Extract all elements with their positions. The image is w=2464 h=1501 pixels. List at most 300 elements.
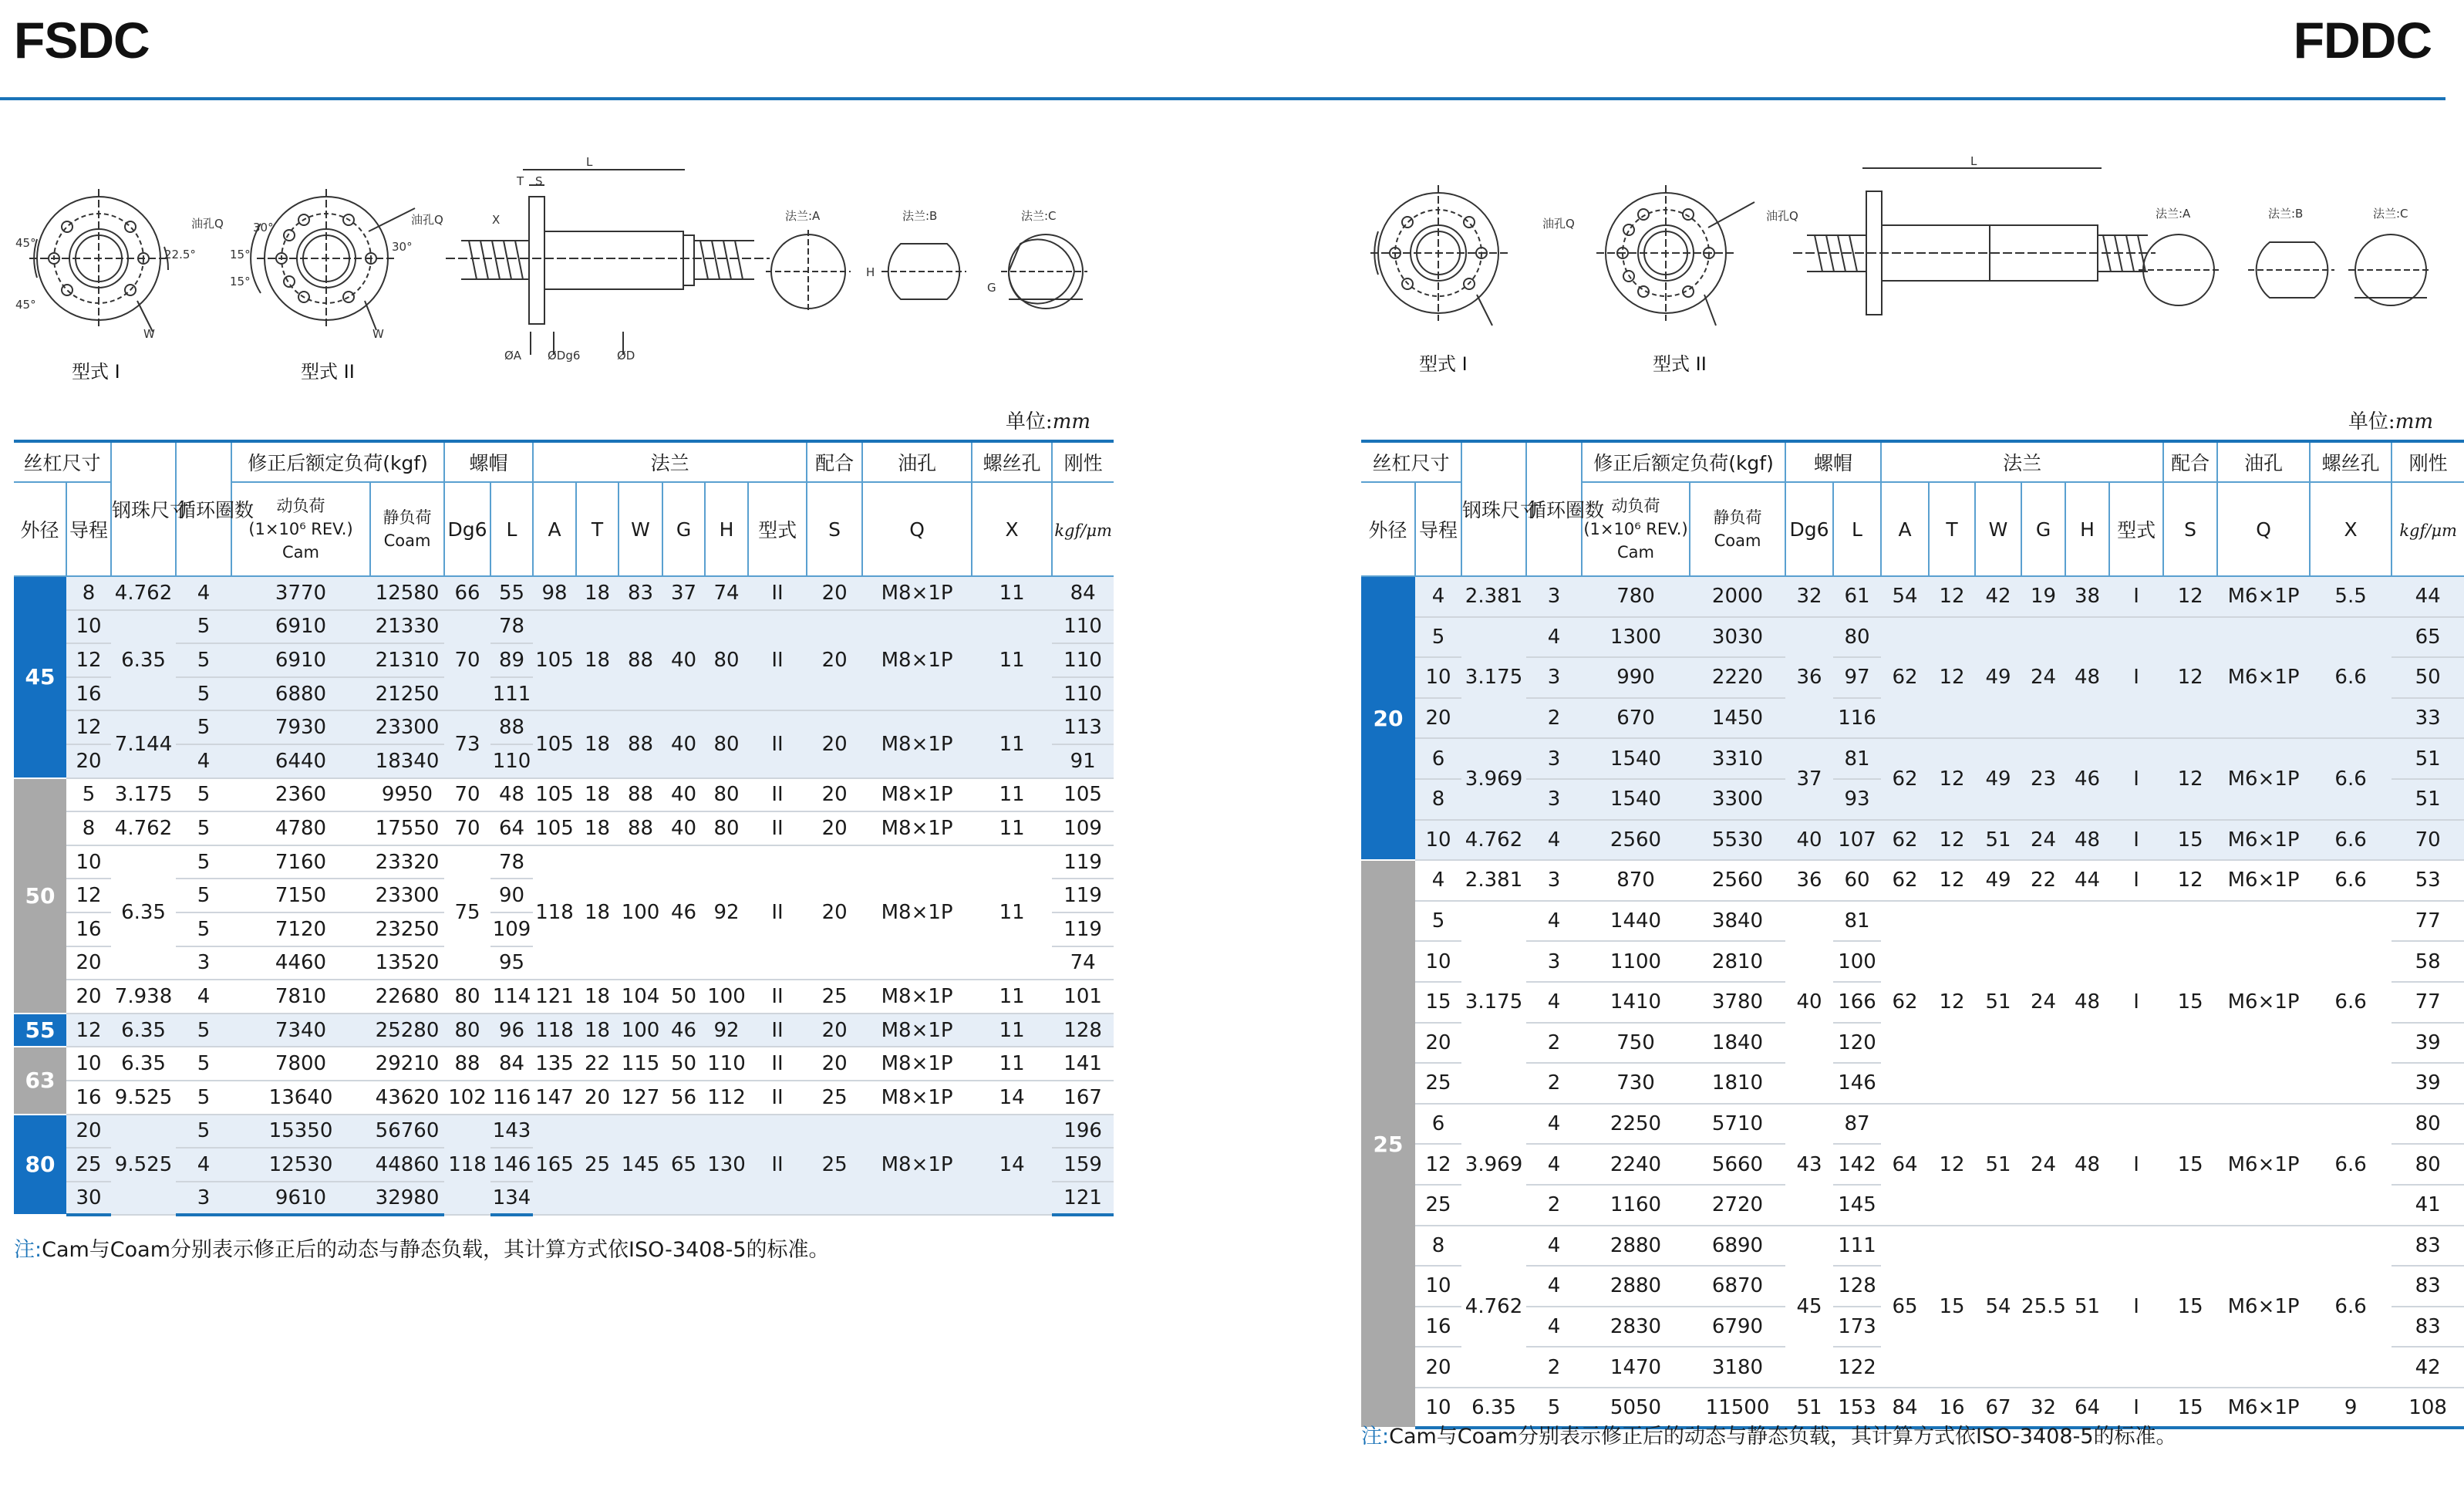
table-cell: 750 xyxy=(1582,1023,1690,1064)
table-cell: 37 xyxy=(662,576,705,610)
table-cell: M8×1P xyxy=(862,811,972,845)
fsdc-panel xyxy=(14,154,1112,1262)
r-th-flange: 法兰 xyxy=(1881,441,2163,482)
table-cell: 6 xyxy=(1415,1104,1461,1145)
table-cell: 48 xyxy=(2065,820,2109,861)
table-cell: 2250 xyxy=(1582,1104,1690,1145)
w-label-2: W xyxy=(372,327,384,341)
table-cell: 147 xyxy=(533,1081,576,1115)
table-cell: 104 xyxy=(619,980,662,1014)
table-cell: 60 xyxy=(1833,860,1881,901)
fsdc-spec-table xyxy=(14,440,1114,1216)
r-th-fit: 配合 xyxy=(2163,441,2217,482)
table-cell: 9.525 xyxy=(111,1081,176,1115)
table-cell: 24 xyxy=(2021,1104,2065,1226)
table-cell: 40 xyxy=(662,778,705,812)
table-cell: 42 xyxy=(2392,1347,2464,1388)
table-cell: 6.35 xyxy=(111,610,176,711)
table-cell: 7.144 xyxy=(111,710,176,777)
table-cell: 50 xyxy=(662,1047,705,1081)
table-cell: 8 xyxy=(66,576,111,610)
table-cell: 50 xyxy=(662,980,705,1014)
table-cell: 5 xyxy=(1415,617,1461,658)
table-cell: 110 xyxy=(1052,643,1114,677)
table-cell: II xyxy=(748,778,807,812)
table-cell: 3840 xyxy=(1690,901,1785,942)
table-cell: 3 xyxy=(1526,738,1582,779)
table-cell: 39 xyxy=(2392,1063,2464,1104)
table-cell: 40 xyxy=(662,811,705,845)
table-cell: 20 xyxy=(1415,1023,1461,1064)
table-cell: 81 xyxy=(1833,901,1881,942)
table-cell: 6.6 xyxy=(2310,860,2392,901)
table-cell: 105 xyxy=(533,710,576,777)
table-cell: 77 xyxy=(2392,901,2464,942)
table-cell: II xyxy=(748,980,807,1014)
table-cell: 109 xyxy=(490,912,533,946)
table-cell: 51 xyxy=(2392,738,2464,779)
table-cell: 38 xyxy=(2065,576,2109,617)
th-circ: 循环圈数 xyxy=(176,441,231,576)
table-cell: 5 xyxy=(1526,1388,1582,1428)
th-x: X xyxy=(972,482,1052,576)
table-cell: 3 xyxy=(1526,860,1582,901)
r-th-circ: 循环圈数 xyxy=(1526,441,1582,576)
table-cell: 18 xyxy=(576,845,619,980)
table-cell: 39 xyxy=(2392,1023,2464,1064)
table-cell: 6.35 xyxy=(111,1014,176,1047)
table-cell: 25 xyxy=(1415,1185,1461,1226)
th-type: 型式 xyxy=(748,482,807,576)
table-cell: 11 xyxy=(972,1014,1052,1047)
table-cell: 119 xyxy=(1052,845,1114,879)
table-cell: 6.35 xyxy=(111,1047,176,1081)
table-cell: 80 xyxy=(705,710,748,777)
table-cell: 23320 xyxy=(370,845,444,879)
table-cell: 11 xyxy=(972,811,1052,845)
fddc-technical-drawing xyxy=(1361,154,2433,393)
table-cell: 110 xyxy=(490,744,533,778)
table-cell: 32 xyxy=(1785,576,1833,617)
table-cell: 25.5 xyxy=(2021,1226,2065,1388)
angle-45-label-2: 45° xyxy=(15,298,36,312)
table-cell: 70 xyxy=(444,778,490,812)
table-cell: 92 xyxy=(705,1014,748,1047)
table-cell: 870 xyxy=(1582,860,1690,901)
r-unit-text: 单位: xyxy=(2348,410,2395,433)
table-row xyxy=(1361,1104,2464,1145)
table-cell: 62 xyxy=(1881,820,1929,861)
table-cell: 83 xyxy=(2392,1226,2464,1267)
table-cell: 24 xyxy=(2021,820,2065,861)
fsdc-technical-drawing xyxy=(14,154,1090,393)
table-cell: 108 xyxy=(2392,1388,2464,1428)
table-cell: 2 xyxy=(1526,1185,1582,1226)
table-cell: 17550 xyxy=(370,811,444,845)
th-nut: 螺帽 xyxy=(444,441,533,482)
r-flange-a-label: 法兰:A xyxy=(2156,207,2191,221)
table-cell: 83 xyxy=(2392,1266,2464,1307)
r-l-label: L xyxy=(1970,154,1977,168)
fsdc-note xyxy=(14,1233,830,1263)
table-cell: 166 xyxy=(1833,982,1881,1023)
table-cell: 12 xyxy=(2163,860,2217,901)
table-cell: 12580 xyxy=(370,576,444,610)
table-cell: I xyxy=(2109,617,2163,739)
table-cell: 105 xyxy=(533,811,576,845)
table-cell: 40 xyxy=(1785,820,1833,861)
table-cell: 16 xyxy=(1929,1388,1975,1428)
table-cell: 89 xyxy=(490,643,533,677)
table-cell: 112 xyxy=(705,1081,748,1115)
r-th-s: S xyxy=(2163,482,2217,576)
table-cell: 20 xyxy=(807,778,862,812)
r-th-x: X xyxy=(2310,482,2392,576)
table-cell: 2360 xyxy=(231,778,370,812)
table-cell: 116 xyxy=(1833,698,1881,739)
table-cell: 173 xyxy=(1833,1307,1881,1348)
table-cell: 40 xyxy=(662,610,705,711)
table-cell: 5 xyxy=(176,1081,231,1115)
table-cell: 4 xyxy=(1526,1144,1582,1185)
table-cell: 12 xyxy=(1415,1144,1461,1185)
table-cell: 10 xyxy=(66,610,111,644)
table-cell: 18 xyxy=(576,1014,619,1047)
table-cell: 128 xyxy=(1833,1266,1881,1307)
s-label: S xyxy=(535,174,543,188)
r-th-l: L xyxy=(1833,482,1881,576)
th-flange: 法兰 xyxy=(533,441,807,482)
table-cell: 7.938 xyxy=(111,980,176,1014)
table-cell: II xyxy=(748,845,807,980)
table-cell: 7800 xyxy=(231,1047,370,1081)
d-dim-label: ØD xyxy=(617,349,635,363)
table-cell: 9.525 xyxy=(111,1115,176,1216)
table-cell: 80 xyxy=(2392,1104,2464,1145)
table-cell: 2880 xyxy=(1582,1266,1690,1307)
table-cell: 146 xyxy=(490,1148,533,1182)
r-th-h: H xyxy=(2065,482,2109,576)
table-cell: 7810 xyxy=(231,980,370,1014)
table-cell: 36 xyxy=(1785,617,1833,739)
table-cell: 128 xyxy=(1052,1014,1114,1047)
table-cell: 6 xyxy=(1415,738,1461,779)
table-cell: 80 xyxy=(705,778,748,812)
table-cell: 78 xyxy=(490,845,533,879)
table-cell: 12 xyxy=(2163,576,2217,617)
table-cell: 46 xyxy=(662,1014,705,1047)
table-cell: 12 xyxy=(2163,738,2217,819)
table-cell: 2 xyxy=(1526,1063,1582,1104)
table-cell: 1440 xyxy=(1582,901,1690,942)
table-row xyxy=(14,576,1114,610)
table-row xyxy=(14,845,1114,879)
table-cell: 12 xyxy=(66,710,111,744)
table-cell: I xyxy=(2109,860,2163,901)
table-cell: 8 xyxy=(66,811,111,845)
outer-diameter-cell: 55 xyxy=(14,1014,66,1047)
flange-a-label: 法兰:A xyxy=(785,209,821,223)
table-cell: 12 xyxy=(1929,1104,1975,1226)
table-cell: 12 xyxy=(1929,820,1975,861)
fsdc-drawing xyxy=(14,154,1090,393)
table-cell: M6×1P xyxy=(2217,1104,2310,1226)
table-cell: 3 xyxy=(176,1182,231,1216)
outer-diameter-cell: 45 xyxy=(14,576,66,778)
table-cell: 10 xyxy=(1415,657,1461,698)
table-cell: 12 xyxy=(66,643,111,677)
r-th-dg6: Dg6 xyxy=(1785,482,1833,576)
table-cell: 1840 xyxy=(1690,1023,1785,1064)
table-cell: 3 xyxy=(176,946,231,980)
table-cell: 78 xyxy=(490,610,533,644)
table-cell: 96 xyxy=(490,1014,533,1047)
table-cell: 118 xyxy=(533,845,576,980)
table-cell: 3.175 xyxy=(1461,617,1526,739)
table-cell: 51 xyxy=(2065,1226,2109,1388)
table-cell: 7150 xyxy=(231,879,370,912)
table-cell: 24 xyxy=(2021,617,2065,739)
table-row xyxy=(14,980,1114,1014)
table-cell: 13520 xyxy=(370,946,444,980)
table-cell: 20 xyxy=(807,576,862,610)
table-cell: 21310 xyxy=(370,643,444,677)
table-cell: 130 xyxy=(705,1115,748,1216)
table-cell: I xyxy=(2109,820,2163,861)
table-cell: 22 xyxy=(2021,860,2065,901)
th-lead: 导程 xyxy=(66,482,111,576)
table-cell: 88 xyxy=(619,710,662,777)
table-cell: M8×1P xyxy=(862,710,972,777)
table-cell: 1100 xyxy=(1582,941,1690,982)
table-cell: 11 xyxy=(972,980,1052,1014)
r-type-i-caption: 型式 I xyxy=(1419,353,1468,375)
table-cell: II xyxy=(748,610,807,711)
table-cell: 44 xyxy=(2065,860,2109,901)
table-cell: 90 xyxy=(490,879,533,912)
l-label: L xyxy=(586,155,593,169)
table-cell: 44 xyxy=(2392,576,2464,617)
table-cell: M6×1P xyxy=(2217,860,2310,901)
table-cell: II xyxy=(748,1047,807,1081)
table-cell: 37 xyxy=(1785,738,1833,819)
table-cell: 43 xyxy=(1785,1104,1833,1226)
table-cell: 24 xyxy=(2021,901,2065,1104)
table-cell: 46 xyxy=(662,845,705,980)
table-cell: 20 xyxy=(66,744,111,778)
table-cell: M8×1P xyxy=(862,1047,972,1081)
table-cell: 100 xyxy=(1833,941,1881,982)
table-cell: 159 xyxy=(1052,1148,1114,1182)
table-cell: 1300 xyxy=(1582,617,1690,658)
table-row xyxy=(14,1081,1114,1115)
table-cell: I xyxy=(2109,1388,2163,1428)
table-cell: 4780 xyxy=(231,811,370,845)
r-th-rig-unit: kgf/μm xyxy=(2392,482,2464,576)
table-cell: 6.6 xyxy=(2310,820,2392,861)
table-cell: 5 xyxy=(176,1014,231,1047)
table-cell: 3.175 xyxy=(111,778,176,812)
table-cell: 10 xyxy=(1415,1388,1461,1428)
table-cell: 143 xyxy=(490,1115,533,1149)
table-cell: 22680 xyxy=(370,980,444,1014)
th-q: Q xyxy=(862,482,972,576)
table-cell: 12 xyxy=(1929,901,1975,1104)
table-cell: 4.762 xyxy=(1461,820,1526,861)
table-cell: 110 xyxy=(705,1047,748,1081)
table-cell: 62 xyxy=(1881,860,1929,901)
table-cell: 13640 xyxy=(231,1081,370,1115)
table-cell: I xyxy=(2109,576,2163,617)
table-cell: 114 xyxy=(490,980,533,1014)
table-cell: 70 xyxy=(444,811,490,845)
r-th-bolt: 螺丝孔 xyxy=(2310,441,2392,482)
table-cell: 5 xyxy=(176,1115,231,1149)
table-row xyxy=(14,610,1114,644)
table-cell: 80 xyxy=(705,610,748,711)
r-th-w: W xyxy=(1975,482,2021,576)
table-cell: 3.969 xyxy=(1461,1104,1526,1226)
table-cell: 64 xyxy=(2065,1388,2109,1428)
table-cell: 67 xyxy=(1975,1388,2021,1428)
table-cell: 5 xyxy=(176,643,231,677)
table-cell: 5 xyxy=(176,912,231,946)
table-cell: 49 xyxy=(1975,617,2021,739)
table-cell: 15 xyxy=(2163,820,2217,861)
table-cell: 105 xyxy=(533,610,576,711)
angle-45-label: 45° xyxy=(15,236,36,250)
table-cell: I xyxy=(2109,738,2163,819)
r-th-load: 修正后额定负荷(kgf) xyxy=(1582,441,1785,482)
table-cell: M8×1P xyxy=(862,1014,972,1047)
table-cell: 20 xyxy=(66,946,111,980)
th-s: S xyxy=(807,482,862,576)
table-cell: 18 xyxy=(576,610,619,711)
table-cell: I xyxy=(2109,901,2163,1104)
table-cell: 20 xyxy=(807,1014,862,1047)
r-oil-hole-label: 油孔Q xyxy=(1542,217,1575,231)
table-cell: 87 xyxy=(1833,1104,1881,1145)
table-cell: 118 xyxy=(533,1014,576,1047)
table-cell: 2240 xyxy=(1582,1144,1690,1185)
table-cell: 153 xyxy=(1833,1388,1881,1428)
table-cell: 58 xyxy=(2392,941,2464,982)
table-row xyxy=(1361,901,2464,942)
table-cell: 80 xyxy=(444,1014,490,1047)
angle-15-label-2: 15° xyxy=(230,275,251,288)
table-cell: 11 xyxy=(972,778,1052,812)
r-th-sta: 静负荷 Coam xyxy=(1690,482,1785,576)
table-cell: 84 xyxy=(1052,576,1114,610)
table-cell: I xyxy=(2109,1226,2163,1388)
table-cell: 23250 xyxy=(370,912,444,946)
table-cell: 84 xyxy=(490,1047,533,1081)
table-cell: M6×1P xyxy=(2217,1388,2310,1428)
table-cell: 5 xyxy=(66,778,111,812)
th-h: H xyxy=(705,482,748,576)
table-cell: 4 xyxy=(1526,901,1582,942)
table-cell: 4 xyxy=(1526,617,1582,658)
table-cell: 6.6 xyxy=(2310,1226,2392,1388)
note-text: Cam与Coam分别表示修正后的动态与静态负载，其计算方式依ISO-3408-5的标准。 xyxy=(42,1238,830,1262)
flange-c-label: 法兰:C xyxy=(1021,209,1057,223)
table-cell: 2000 xyxy=(1690,576,1785,617)
table-cell: 2560 xyxy=(1582,820,1690,861)
table-cell: 74 xyxy=(705,576,748,610)
r-th-od: 外径 xyxy=(1361,482,1415,576)
table-cell: M6×1P xyxy=(2217,1226,2310,1388)
r-th-type: 型式 xyxy=(2109,482,2163,576)
table-cell: 45 xyxy=(1785,1226,1833,1388)
table-cell: 30 xyxy=(66,1182,111,1216)
table-cell: 4 xyxy=(1526,1226,1582,1267)
table-cell: 121 xyxy=(1052,1182,1114,1216)
table-cell: 41 xyxy=(2392,1185,2464,1226)
table-cell: 4 xyxy=(176,576,231,610)
table-cell: 32980 xyxy=(370,1182,444,1216)
table-row xyxy=(1361,617,2464,658)
dg6-dim-label: ØDg6 xyxy=(548,349,581,363)
table-cell: M6×1P xyxy=(2217,738,2310,819)
table-cell: 16 xyxy=(66,912,111,946)
table-cell: 105 xyxy=(533,778,576,812)
table-cell: 16 xyxy=(66,677,111,711)
table-cell: 4.762 xyxy=(111,576,176,610)
table-cell: 51 xyxy=(1975,820,2021,861)
table-cell: 119 xyxy=(1052,912,1114,946)
table-cell: 113 xyxy=(1052,710,1114,744)
table-row xyxy=(1361,576,2464,617)
table-row xyxy=(14,778,1114,812)
fddc-spec-table xyxy=(1361,440,2464,1429)
table-cell: 21250 xyxy=(370,677,444,711)
unit-value: mm xyxy=(1052,410,1090,433)
table-cell: 121 xyxy=(533,980,576,1014)
table-cell: 43620 xyxy=(370,1081,444,1115)
th-size: 丝杠尺寸 xyxy=(14,441,111,482)
table-cell: M6×1P xyxy=(2217,617,2310,739)
table-cell: 12 xyxy=(66,1014,111,1047)
table-cell: 15 xyxy=(2163,1226,2217,1388)
r-th-t: T xyxy=(1929,482,1975,576)
table-cell: 65 xyxy=(2392,617,2464,658)
table-cell: II xyxy=(748,1014,807,1047)
table-cell: M8×1P xyxy=(862,610,972,711)
table-cell: 80 xyxy=(1833,617,1881,658)
table-cell: 53 xyxy=(2392,860,2464,901)
table-cell: 142 xyxy=(1833,1144,1881,1185)
table-cell: 18 xyxy=(576,980,619,1014)
table-cell: 105 xyxy=(1052,778,1114,812)
table-cell: 23300 xyxy=(370,879,444,912)
table-cell: 56760 xyxy=(370,1115,444,1149)
table-cell: 102 xyxy=(444,1081,490,1115)
table-cell: 5050 xyxy=(1582,1388,1690,1428)
table-cell: 5.5 xyxy=(2310,576,2392,617)
table-cell: 49 xyxy=(1975,860,2021,901)
table-cell: 3 xyxy=(1526,657,1582,698)
r-unit-label xyxy=(2348,406,2433,434)
th-g: G xyxy=(662,482,705,576)
table-cell: 29210 xyxy=(370,1047,444,1081)
table-cell: 12 xyxy=(1929,617,1975,739)
table-cell: 14 xyxy=(972,1081,1052,1115)
table-cell: 20 xyxy=(807,811,862,845)
table-cell: 5710 xyxy=(1690,1104,1785,1145)
table-cell: 2 xyxy=(1526,698,1582,739)
r-th-q: Q xyxy=(2217,482,2310,576)
table-cell: M6×1P xyxy=(2217,901,2310,1104)
